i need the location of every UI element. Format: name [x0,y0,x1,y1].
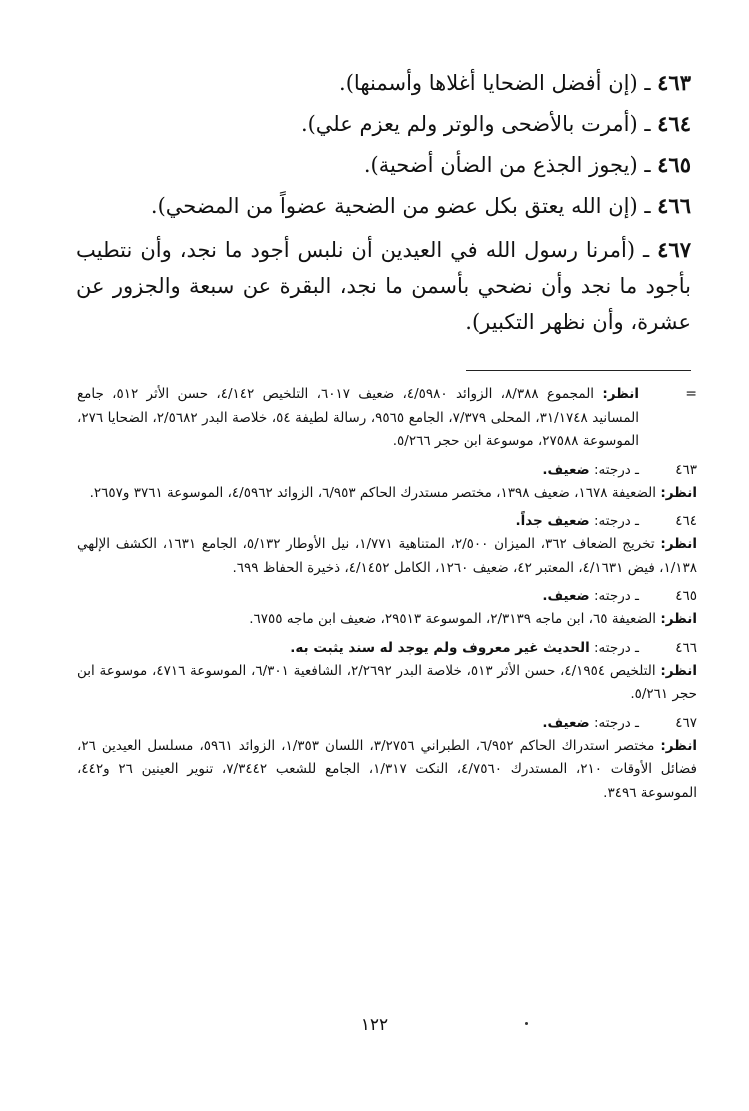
note-number: ٤٦٣ [675,461,697,478]
footnote-separator [466,370,691,371]
anzur-label: انظر: [660,536,697,552]
anzur-label: انظر: [660,737,698,754]
grade-label: ـ درجته: [589,461,639,478]
grade-line-463 [77,459,697,482]
anzur-label: انظر: [602,386,639,402]
hadith-number: ٤٦٧ [657,237,691,262]
grade-label: ـ درجته: [589,513,639,529]
grade-label: ـ درجته: [589,639,639,656]
references-text: التلخيص ٤/١٩٥٤، حسن الأثر ٥١٣، خلاصة البدر ٢/٢٦٩٢، الشافعية ٦/٣٠١، الموسوعة ٤٧١٦، موسوعة ابن حجر ٥/٢٦١. [77,662,697,702]
anzur-label: انظر: [660,662,697,679]
note-number: ٤٦٦ [675,639,697,656]
hadith-list [76,68,691,340]
grade-value: الحديث غير معروف ولم يوجد له سند يثبت به. [290,639,590,656]
footnotes [77,383,697,805]
hadith-467 [76,232,691,340]
references-466 [77,660,697,707]
grade-line-464 [77,510,697,533]
hadith-465 [76,150,691,180]
references-text: مختصر استدراك الحاكم ٦/٩٥٢، الطبراني ٣/٢٧٥٦، اللسان ١/٣٥٣، الزوائد ٥٩٦١، مسلسل العيدين ٢٦، فضائل الأوقات ٢١٠، المستدرك ٤/٧٥٦٠، النكت ١/٣١٧، الجامع للشعب ٧/٣٤٤٢، تنوير العينين ٢٦ و٤٤٢، الموسوعة ٣٤٩٦. [77,737,698,801]
hadith-464 [76,109,691,139]
references-text: الضعيفة ٦٥، ابن ماجه ٢/٣١٣٩، الموسوعة ٢٩٥١٣، ضعيف ابن ماجه ٦٧٥٥. [249,611,661,627]
note-number: ٤٦٥ [675,588,697,604]
footnote-continuation [77,383,697,454]
hadith-number: ٤٦٤ [657,111,691,136]
references-464 [77,533,697,580]
page-number: ١٢٢ [360,1015,389,1035]
print-speck [525,1022,528,1025]
anzur-label: انظر: [660,611,697,627]
references-text: الضعيفة ١٦٧٨، ضعيف ١٣٩٨، مختصر مستدرك الحاكم ٦/٩٥٣، الزوائد ٤/٥٩٦٢، الموسوعة ٣٧٦١ و٢٦٥٧. [89,484,661,501]
hadith-text: ـ (يجوز الجذع من الضأن أضحية). [363,153,658,177]
hadith-text: ـ (إن أفضل الضحايا أغلاها وأسمنها). [339,71,658,95]
hadith-text: ـ (أمرنا رسول الله في العيدين أن نلبس أجود ما نجد، وأن نتطيب بأجود ما نجد وأن نضحي بأسمن ما نجد، البقرة عن سبعة والجزور عن عشرة، وأن نظهر التكبير). [76,238,691,334]
references-465 [77,608,697,632]
grade-value: ضعيف. [542,714,590,731]
references-467 [77,735,697,806]
continuation-mark: = [685,386,697,402]
grade-line-465 [77,585,697,608]
hadith-466 [76,191,691,221]
grade-value: ضعيف جداً. [515,513,590,529]
references-text: تخريج الضعاف ٣٦٢، الميزان ٢/٥٠٠، المتناهية ١/٧٧١، نيل الأوطار ٥/١٣٢، الجامع ١٦٣١، الكشف الإلهي ١/١٣٨، فيض ٤/١٦٣١، المعتبر ٤٢، ضعيف ١٢٦٠، الكامل ٤/١٤٥٢، ذخيرة الحفاظ ٦٩٩. [77,536,697,576]
hadith-text: ـ (إن الله يعتق بكل عضو من الضحية عضواً من المضحي). [150,194,658,218]
note-number: ٤٦٧ [675,714,697,731]
anzur-label: انظر: [660,484,697,501]
references-463 [77,482,697,506]
references-text: المجموع ٨/٣٨٨، الزوائد ٤/٥٩٨٠، ضعيف ٦٠١٧، التلخيص ٤/١٤٢، حسن الأثر ٥١٢، جامع المسانيد ٣١/١٧٤٨، المحلى ٧/٣٧٩، الجامع ٩٥٦٥، رسالة لطيفة ٥٤، خلاصة البدر ٢/٥٦٨٢، الضحايا ٢٧٦، الموسوعة ٢٧٥٨٨، موسوعة ابن حجر ٥/٢٦٦. [77,386,639,449]
hadith-number: ٤٦٥ [657,152,691,177]
hadith-text: ـ (أمرت بالأضحى والوتر ولم يعزم علي). [300,112,658,136]
grade-value: ضعيف. [542,461,590,478]
hadith-number: ٤٦٣ [657,70,691,95]
hadith-number: ٤٦٦ [657,193,691,218]
grade-value: ضعيف. [542,588,590,604]
grade-label: ـ درجته: [589,588,639,604]
grade-label: ـ درجته: [589,714,639,731]
hadith-463 [76,68,691,98]
grade-line-466 [77,637,697,660]
grade-line-467 [77,712,697,735]
note-number: ٤٦٤ [675,513,697,529]
